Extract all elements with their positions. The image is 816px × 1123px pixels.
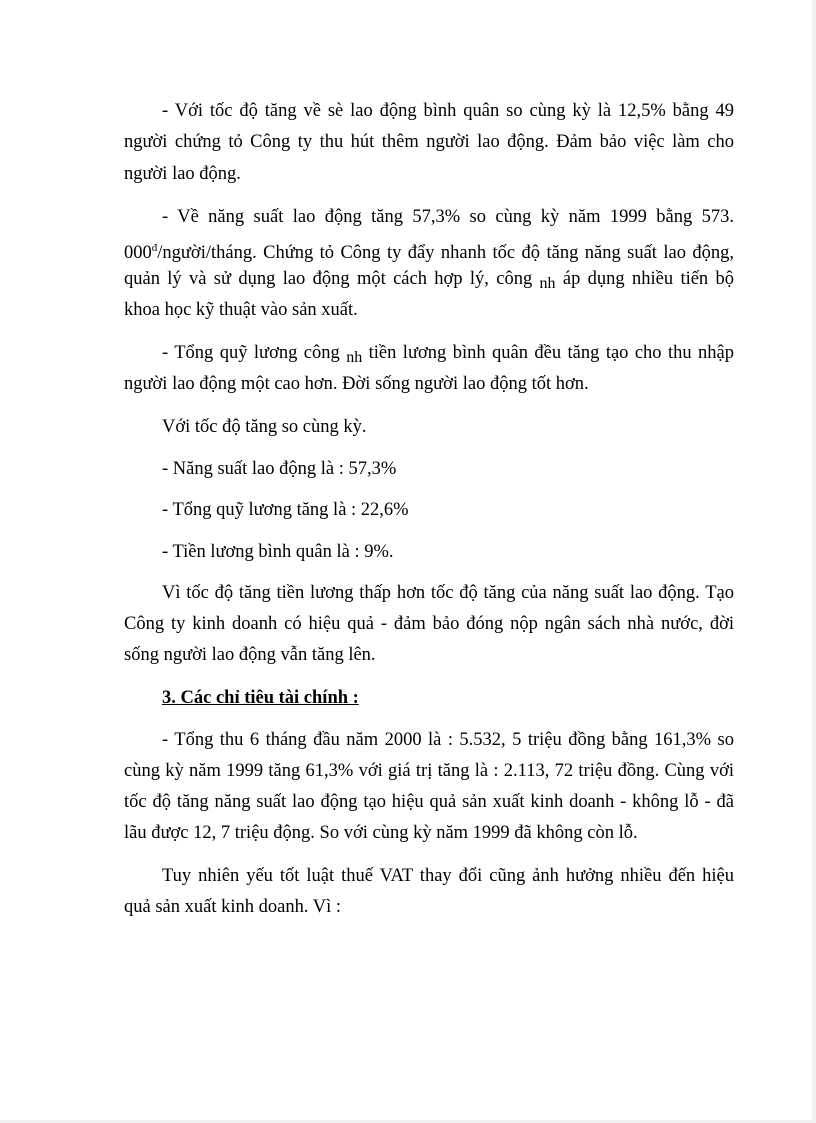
text-run: tiền lương bình quân đều tăng tạo cho thu nhập <box>368 343 735 363</box>
paragraph-line: - Tổng thu 6 tháng đầu năm 2000 là : 5.532, 5 triệu đồng bằng 161,3% so <box>162 730 734 750</box>
text-run: quản lý và sử dụng lao động một cách hợp lý, công <box>124 269 533 289</box>
currency-superscript: đ <box>151 242 158 254</box>
paragraph-line: - Với tốc độ tăng về sè lao động bình quân so cùng kỳ là 12,5% bằng 49 <box>162 101 734 121</box>
text-run: áp dụng nhiều tiến bộ <box>562 269 735 289</box>
list-item: - Năng suất lao động là : 57,3% <box>162 459 397 479</box>
paragraph-line: - Về năng suất lao động tăng 57,3% so cùng kỳ năm 1999 bằng 573. <box>162 207 734 227</box>
list-item: - Tiền lương bình quân là : 9%. <box>162 542 394 562</box>
paragraph-line: Tuy nhiên yếu tốt luật thuế VAT thay đổi cũng ảnh hưởng nhiều đến hiệu <box>162 866 734 886</box>
text-subscript: nh <box>346 349 363 366</box>
paragraph-line: cùng kỳ năm 1999 tăng 61,3% với giá trị tăng là : 2.113, 72 triệu đồng. Cùng với <box>124 761 734 781</box>
paragraph-line <box>124 237 734 264</box>
paragraph-line <box>162 342 734 369</box>
text-run: /người/tháng. Chứng tỏ Công ty đẩy nhanh tốc độ tăng năng suất lao động, <box>157 243 734 264</box>
text-run: 000 <box>124 243 152 264</box>
text-subscript: nh <box>539 275 556 292</box>
paragraph-line: sống người lao động vẫn tăng lên. <box>124 645 376 665</box>
paragraph-line: quả sản xuất kinh doanh. Vì : <box>124 897 342 917</box>
paragraph-line: lãu được 12, 7 triệu động. So với cùng kỳ năm 1999 đã không còn lỗ. <box>124 823 638 843</box>
paragraph-line: tốc độ tăng năng suất lao động tạo hiệu quả sản xuất kinh doanh - không lỗ - đã <box>124 792 734 812</box>
list-item: - Tổng quỹ lương tăng là : 22,6% <box>162 500 409 520</box>
paragraph-line: khoa học kỹ thuật vào sản xuất. <box>124 300 358 320</box>
paragraph-line: người chứng tỏ Công ty thu hút thêm người lao động. Đảm bảo việc làm cho <box>124 132 734 152</box>
paragraph-line <box>124 268 734 295</box>
paragraph-line: người lao động một cao hơn. Đời sống người lao động tốt hơn. <box>124 374 589 394</box>
page-edge-right <box>812 0 816 1123</box>
paragraph-line: Công ty kinh doanh có hiệu quả - đảm bảo đóng nộp ngân sách nhà nước, đời <box>124 614 734 634</box>
section-heading: 3. Các chỉ tiêu tài chính : <box>162 688 359 708</box>
paragraph-line: Vì tốc độ tăng tiền lương thấp hơn tốc độ tăng của năng suất lao động. Tạo <box>162 583 734 603</box>
paragraph-line: người lao động. <box>124 164 241 184</box>
text-run: - Tổng quỹ lương công <box>162 343 340 363</box>
paragraph-line: Với tốc độ tăng so cùng kỳ. <box>162 417 367 437</box>
